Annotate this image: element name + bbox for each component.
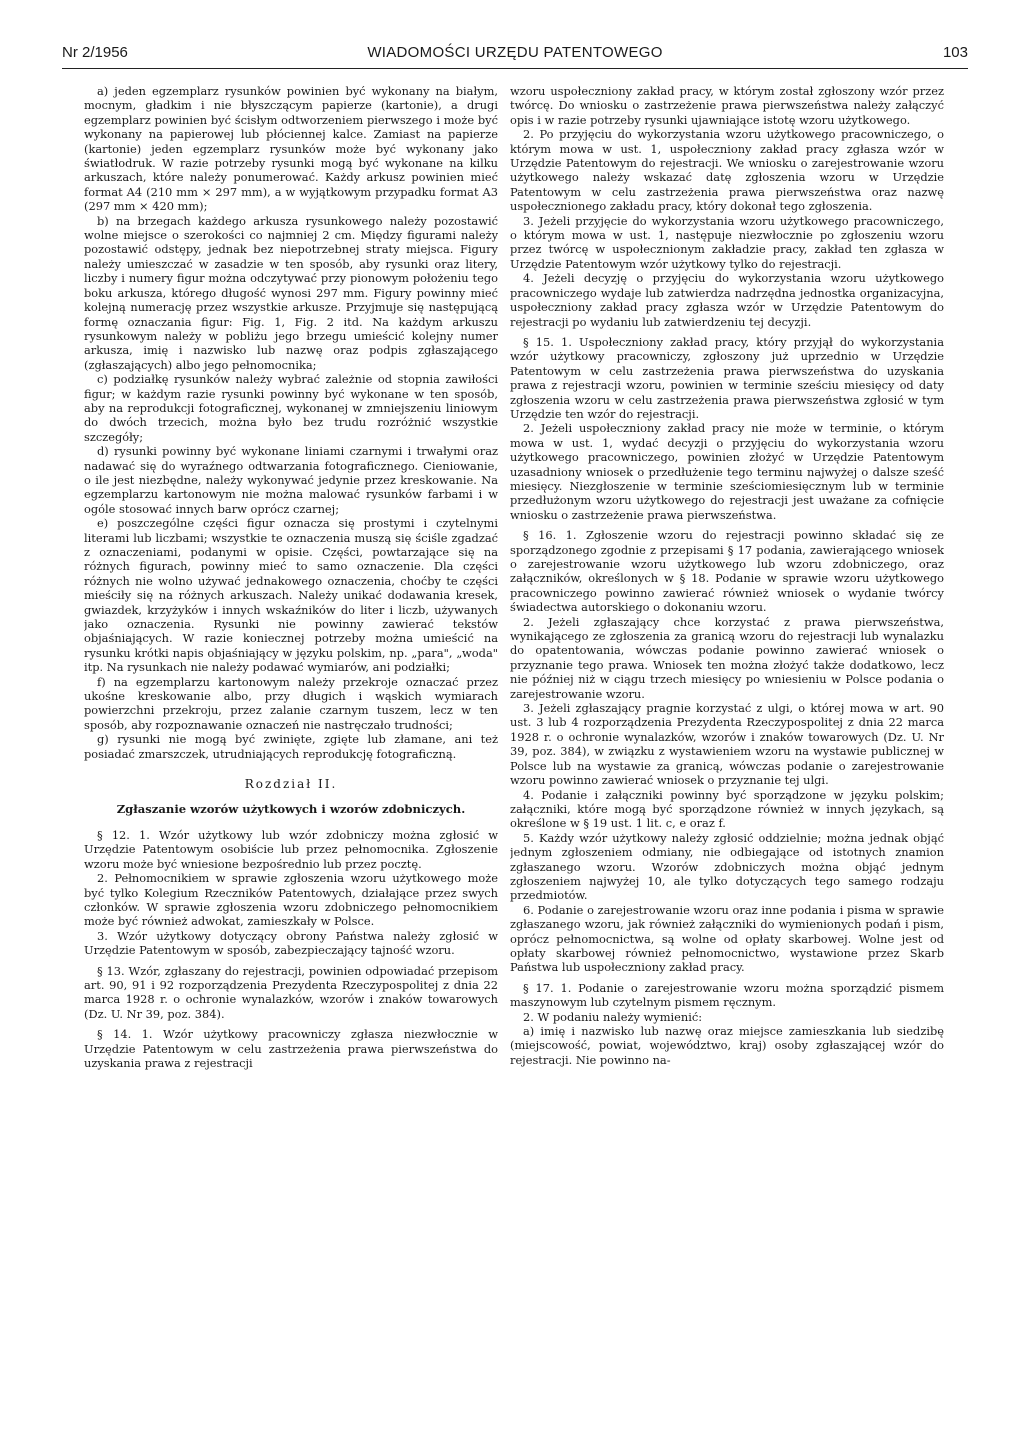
paragraph: 4. Jeżeli decyzję o przyjęciu do wykorzystania wzoru użytkowego pracowniczego wydaje lub zatwierdza nadrzędna jednostka organizacyjna, uspołeczniony zakład pracy zgłasza wzór w Urzędzie Patentowym do rejestracji po wydaniu lub zatwierdzeniu tej decyzji. [510, 271, 944, 329]
right-column [510, 84, 944, 1424]
left-column [84, 84, 498, 1424]
paragraph: 2. Jeżeli zgłaszający chce korzystać z prawa pierwszeństwa, wynikającego ze zgłoszenia za granicą wzoru do rejestracji lub wynalazku do opatentowania, wówczas podanie powinno zawierać wniosek o przyznanie tego prawa. Wniosek ten można złożyć także dodatkowo, lecz nie później niż w ciągu trzech miesięcy po wniesieniu w Polsce podania o zarejestrowanie wzoru. [510, 614, 944, 701]
paragraph: d) rysunki powinny być wykonane liniami czarnymi i trwałymi oraz nadawać się do wyraźnego odtwarzania fotograficznego. Cieniowanie, o ile jest niezbędne, należy wykonywać jedynie przez kreskowanie. Na egzemplarzu kartonowym nie można malować rysunków farbami i w ogóle stosować innych barw oprócz czarnej; [84, 444, 498, 516]
paragraph: a) jeden egzemplarz rysunków powinien być wykonany na białym, mocnym, gładkim i nie błyszczącym papierze (kartonie), a drugi egzemplarz powinien być ścisłym odtworzeniem pierwszego i może być wykonany na papierowej lub płóciennej kalce. Zamiast na papierze (kartonie) jeden egzemplarz rysunków może być wykonany jako światłodruk. W razie potrzeby rysunki mogą być wykonane na kilku arkuszach, które należy ponumerować. Każdy arkusz powinien mieć format A4 (210 mm × 297 mm), a w wyjątkowym przypadku format A3 (297 mm × 420 mm); [84, 84, 498, 214]
chapter-title: Zgłaszanie wzorów użytkowych i wzorów zdobniczych. [116, 801, 466, 816]
paragraph: e) poszczególne części figur oznacza się prostymi i czytelnymi literami lub liczbami; wszystkie te oznaczenia muszą się ściśle zgadzać z oznaczeniami, podanymi w opisie. Części, powtarzające się na różnych figurach, powinny mieć to samo oznaczenie. Dla części różnych nie wolno używać jednakowego oznaczenia, choćby te części mieściły się na różnych arkuszach. Należy unikać dodawania kresek, gwiazdek, krzyżyków i innych wskaźników do liter i liczb, używanych jako oznaczenia. Rysunki nie powinny zawierać tekstów objaśniających. W razie koniecznej potrzeby można umieścić na rysunku krótki napis objaśniający w języku polskim, np. „para", „woda" itp. Na rysunkach nie należy podawać wymiarów, ani podziałki; [84, 516, 498, 675]
paragraph: 2. W podaniu należy wymienić: [523, 1009, 703, 1024]
section-paragraph: § 13. Wzór, zgłaszany do rejestracji, powinien odpowiadać przepisom art. 90, 91 i 92 rozporządzenia Prezydenta Rzeczypospolitej z dnia 22 marca 1928 r. o ochronie wynalazków, wzorów i znaków towarowych (Dz. U. Nr 39, poz. 384). [84, 963, 498, 1021]
page-header [62, 44, 968, 66]
paragraph: a) imię i nazwisko lub nazwę oraz miejsce zamieszkania lub siedzibę (miejscowość, powiat, województwo, kraj) osoby zgłaszającej wzór do rejestracji. Nie powinno na- [510, 1024, 944, 1067]
paragraph: 2. Jeżeli uspołeczniony zakład pracy nie może w terminie, o którym mowa w ust. 1, wydać decyzji o przyjęciu do wykorzystania wzoru użytkowego pracowniczego, powinien złożyć w Urzędzie Patentowym uzasadniony wniosek o przedłużenie tego terminu najwyżej o dalsze sześć miesięcy. Niezgłoszenie w terminie sześciomiesięcznym lub w terminie przedłużonym wzoru użytkowego do rejestracji jest uważane za cofnięcie wniosku o zastrzeżenie prawa pierwszeństwa. [510, 421, 944, 522]
paragraph: wzoru uspołeczniony zakład pracy, w którym został zgłoszony wzór przez twórcę. Do wniosku o zastrzeżenie prawa pierwszeństwa należy załączyć opis i w razie potrzeby rysunki ujawniające istotę wzoru użytkowego. [510, 84, 944, 127]
paragraph: § 16. 1. Zgłoszenie wzoru do rejestracji powinno składać się ze sporządzonego zgodnie z przepisami § 17 podania, zawierającego wniosek o zarejestrowanie wzoru użytkowego lub wzoru zdobniczego, oraz załączników, określonych w § 18. Podanie w sprawie wzoru użytkowego pracowniczego powinno zawierać również wniosek o wydanie twórcy świadectwa autorskiego o dokonaniu wzoru. [510, 528, 944, 615]
section-paragraph: 3. Wzór użytkowy dotyczący obrony Państwa należy zgłosić w Urzędzie Patentowym w sposób, zabezpieczający tajność wzoru. [84, 928, 498, 958]
paragraph: g) rysunki nie mogą być zwinięte, zgięte lub złamane, ani też posiadać zmarszczek, utrudniających reprodukcję fotograficzną. [84, 732, 498, 761]
paragraph: 5. Każdy wzór użytkowy należy zgłosić oddzielnie; można jednak objąć jednym zgłoszeniem odmiany, nie odbiegające od istotnych znamion zgłaszanego wzoru. Wzorów zdobniczych można objąć jednym zgłoszeniem najwyżej 10, ale tylko dotyczących tego samego rodzaju przedmiotów. [510, 830, 944, 903]
chapter-label: Rozdział II. [244, 777, 338, 792]
paragraph: 3. Jeżeli przyjęcie do wykorzystania wzoru użytkowego pracowniczego, o którym mowa w ust. 1, następuje niezwłocznie po zgłoszeniu wzoru przez twórcę w uspołecznionym zakładzie pracy, zakład ten zgłasza w Urzędzie Patentowym wzór użytkowy tylko do rejestracji. [510, 213, 944, 271]
paragraph: c) podziałkę rysunków należy wybrać zależnie od stopnia zawiłości figur; w każdym razie rysunki powinny być wykonane w ten sposób, aby na reprodukcji fotograficznej, wykonanej w zmniejszeniu liniowym do dwóch trzecich, można było bez trudu rozróżnić wszystkie szczegóły; [84, 372, 498, 444]
page-number: 103 [942, 44, 968, 61]
paragraph: f) na egzemplarzu kartonowym należy przekroje oznaczać przez ukośne kreskowanie albo, przy długich i wąskich wymiarach powierzchni przekroju, przez zalanie czarnym tuszem, lecz w ten sposób, aby rozpoznawanie oznaczeń nie nastręczało trudności; [84, 674, 498, 732]
section-paragraph: § 12. 1. Wzór użytkowy lub wzór zdobniczy można zgłosić w Urzędzie Patentowym osobiście lub przez pełnomocnika. Zgłoszenie wzoru może być wniesione bezpośrednio lub przez pocztę. [84, 827, 498, 871]
paragraph: § 17. 1. Podanie o zarejestrowanie wzoru można sporządzić pismem maszynowym lub czytelnym pismem ręcznym. [510, 980, 944, 1010]
journal-title: WIADOMOŚCI URZĘDU PATENTOWEGO [367, 44, 663, 61]
section-paragraph: 2. Pełnomocnikiem w sprawie zgłoszenia wzoru użytkowego może być tylko Kolegium Rzeczników Patentowych, działające przez swych członków. W sprawie zgłoszenia wzoru zdobniczego pełnomocnikiem może być również adwokat, zamieszkały w Polsce. [84, 871, 498, 929]
paragraph: 3. Jeżeli zgłaszający pragnie korzystać z ulgi, o której mowa w art. 90 ust. 3 lub 4 rozporządzenia Prezydenta Rzeczypospolitej z dnia 22 marca 1928 r. o ochronie wynalazków, wzorów i znaków towarowych (Dz. U. Nr 39, poz. 384), w związku z wystawieniem wzoru na wystawie publicznej w Polsce lub na wystawie za granicą, wówczas podanie o zarejestrowanie wzoru powinno zawierać wniosek o przyznanie tej ulgi. [510, 701, 944, 788]
paragraph: 4. Podanie i załączniki powinny być sporządzone w języku polskim; załączniki, które mogą być sporządzone również w innych językach, są określone w § 19 ust. 1 lit. c, e oraz f. [510, 787, 944, 831]
header-rule [62, 68, 968, 69]
section-paragraph: § 14. 1. Wzór użytkowy pracowniczy zgłasza niezwłocznie w Urzędzie Patentowym w celu zastrzeżenia prawa pierwszeństwa do uzyskania prawa z rejestracji [84, 1027, 498, 1070]
paragraph: b) na brzegach każdego arkusza rysunkowego należy pozostawić wolne miejsce o szerokości co najmniej 2 cm. Między figurami należy pozostawić odstępy, jednak bez niepotrzebnej straty miejsca. Figury należy umieszczać w zasadzie w ten sposób, aby rysunki oraz litery, liczby i numery figur można odczytywać przy pionowym położeniu tego boku arkusza, którego długość wynosi 297 mm. Figury powinny mieć kolejną numerację przez wszystkie arkusze. Przyjmuje się następującą formę oznaczania figur: Fig. 1, Fig. 2 itd. Na każdym arkuszu rysunkowym należy w pobliżu jego brzegu umieścić kolejny numer arkusza, imię i nazwisko lub nazwę oraz podpis zgłaszającego (zgłaszających) albo jego pełnomocnika; [84, 213, 498, 372]
paragraph: 6. Podanie o zarejestrowanie wzoru oraz inne podania i pisma w sprawie zgłaszanego wzoru, jak również załączniki do wymienionych podań i pism, oprócz pełnomocnictwa, są wolne od opłaty skarbowej. Wolne jest od opłaty skarbowej również pełnomocnictwo, wystawione przez Skarb Państwa lub uspołeczniony zakład pracy. [510, 902, 944, 975]
paragraph: 2. Po przyjęciu do wykorzystania wzoru użytkowego pracowniczego, o którym mowa w ust. 1, uspołeczniony zakład pracy zgłasza wzór w Urzędzie Patentowym do rejestracji. We wniosku o zarejestrowanie wzoru użytkowego należy wskazać datę zgłoszenia wzoru w Urzędzie Patentowym w celu zastrzeżenia prawa pierwszeństwa oraz nazwę uspołecznionego zakładu pracy, który dokonał tego zgłoszenia. [510, 127, 944, 214]
paragraph: § 15. 1. Uspołeczniony zakład pracy, który przyjął do wykorzystania wzór użytkowy pracowniczy, zgłoszony już uprzednio w Urzędzie Patentowym w celu zastrzeżenia prawa pierwszeństwa do uzyskania prawa z rejestracji wzoru, powinien w terminie sześciu miesięcy od daty zgłoszenia wzoru w celu zastrzeżenia prawa pierwszeństwa zgłosić w tym Urzędzie ten wzór do rejestracji. [510, 334, 944, 421]
issue-number: Nr 2/1956 [62, 44, 128, 61]
